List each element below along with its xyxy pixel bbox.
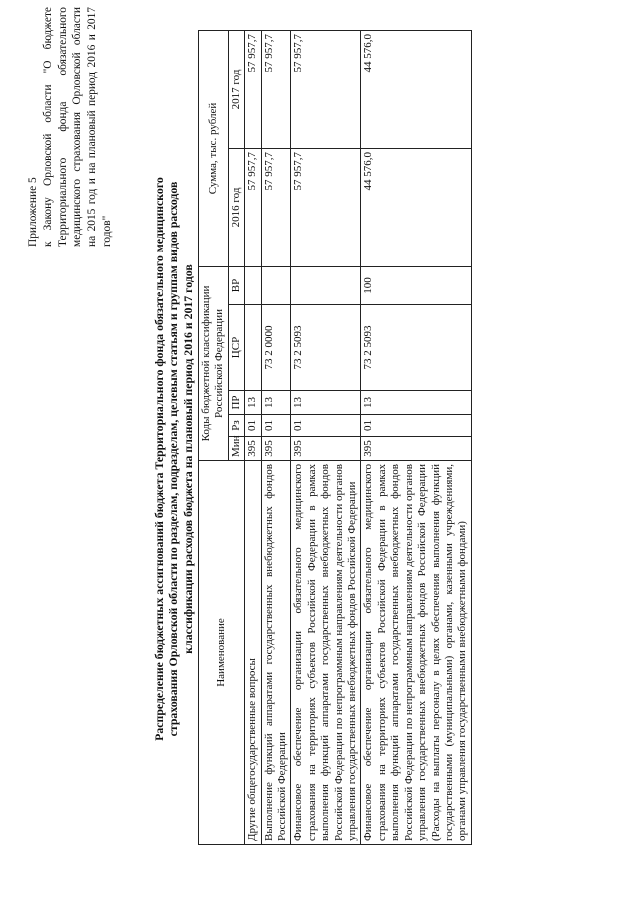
header-csr: ЦСР (228, 305, 244, 391)
row-min: 395 (261, 437, 291, 461)
row-csr: 73 2 5093 (291, 305, 361, 391)
row-pr: 13 (245, 391, 261, 415)
row-csr (245, 305, 261, 391)
row-2016: 57 957,7 (245, 148, 261, 266)
header-sum: Сумма, тыс. рублей (199, 30, 229, 266)
row-rz: 01 (245, 415, 261, 437)
header-2017: 2017 год (228, 30, 244, 148)
document-title (152, 143, 195, 775)
row-vr (261, 266, 291, 304)
row-csr: 73 2 5093 (361, 305, 471, 391)
row-min: 395 (245, 437, 261, 461)
header-row-1 (199, 30, 229, 844)
header-2016: 2016 год (228, 148, 244, 266)
budget-table (198, 30, 472, 845)
table-row (245, 30, 261, 844)
row-name: Финансовое обеспечение организации обязательного медицинского страхования на территориях субъектов Российской Федерации в рамках выполнения функций аппаратами государственных внебюджетных фондов Российской Федерации по непрограммным направлениям деятельности органов управления государственных внебюджетных фондов Российской Федерации (291, 461, 361, 845)
row-vr (291, 266, 361, 304)
row-2016: 44 576,0 (361, 148, 471, 266)
header-codes: Коды бюджетной классификации Российской Федерации (199, 266, 229, 460)
row-vr (245, 266, 261, 304)
row-2017: 57 957,7 (261, 30, 291, 148)
row-rz: 01 (261, 415, 291, 437)
row-2016: 57 957,7 (261, 148, 291, 266)
row-min: 395 (291, 437, 361, 461)
title-line-2: страхования Орловской области по разделам, подразделам, целевым статьям и группам видов расходов (166, 181, 181, 737)
row-rz: 01 (291, 415, 361, 437)
row-rz: 01 (361, 415, 471, 437)
row-2017: 57 957,7 (245, 30, 261, 148)
table-row (361, 30, 471, 844)
table-row (291, 30, 361, 844)
row-pr: 13 (291, 391, 361, 415)
appendix-block (26, 7, 115, 247)
row-min: 395 (361, 437, 471, 461)
header-rz: Рз (228, 415, 244, 437)
title-line-1: Распределение бюджетных ассигнований бюджета Территориального фонда обязательного медицинского (152, 177, 166, 741)
title-line-3: классификации расходов бюджета на плановый период 2016 и 2017 годов (180, 264, 195, 654)
row-name: Другие общегосударственные вопросы (245, 461, 261, 845)
row-pr: 13 (361, 391, 471, 415)
row-name: Выполнение функций аппаратами государственных внебюджетных фондов Российской Федерации (261, 461, 291, 845)
row-2017: 57 957,7 (291, 30, 361, 148)
header-min: Мин (228, 437, 244, 461)
row-name: Финансовое обеспечение организации обязательного медицинского страхования на территориях субъектов Российской Федерации в рамках выполнения функций аппаратами государственных внебюджетных фондов Российской Федерации по непрограммным направлениям деятельности органов управления государственных внебюджетных фондов Российской Федерации (Расходы на выплаты персоналу в целях обеспечения выполнения функций государственными (муниципальными) органами, казенными учреждениями, органами управления государственными внебюджетными фондами) (361, 461, 471, 845)
row-2017: 44 576,0 (361, 30, 471, 148)
header-name: Наименование (199, 461, 245, 845)
appendix-text: к Закону Орловской области "О бюджете Территориального фонда обязательного медицинского страхования Орловской области на 2015 год и на плановый период 2016 и 2017 годов" (41, 7, 113, 247)
row-vr: 100 (361, 266, 471, 304)
header-vr: ВР (228, 266, 244, 304)
header-pr: ПР (228, 391, 244, 415)
table-row (261, 30, 291, 844)
row-2016: 57 957,7 (291, 148, 361, 266)
row-csr: 73 2 0000 (261, 305, 291, 391)
row-pr: 13 (261, 391, 291, 415)
appendix-heading: Приложение 5 (27, 177, 39, 247)
